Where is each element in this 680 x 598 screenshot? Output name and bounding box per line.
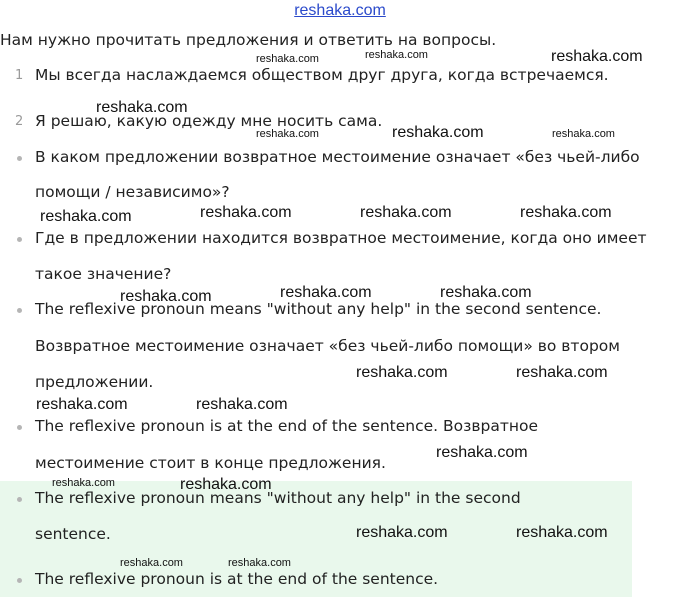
question-2-line-2: такое значение? bbox=[35, 265, 172, 283]
bullet-icon bbox=[17, 156, 22, 161]
highlighted-answer-2-line-1: The reflexive pronoun is at the end of the sentence. bbox=[35, 570, 439, 588]
highlighted-answer-1-line-1: The reflexive pronoun means "without any help" in the second bbox=[35, 489, 521, 507]
watermark: reshaka.com bbox=[200, 204, 292, 221]
bullet-icon bbox=[17, 425, 22, 430]
answer-1-line-3: предложении. bbox=[35, 373, 154, 391]
question-2-line-1: Где в предложении находится возвратное местоимение, когда оно имеет bbox=[35, 229, 647, 247]
answer-1-line-1: The reflexive pronoun means "without any help" in the second sentence. bbox=[35, 300, 602, 318]
watermark: reshaka.com bbox=[440, 284, 532, 301]
highlighted-answer-1-line-2: sentence. bbox=[35, 525, 111, 543]
watermark: reshaka.com bbox=[552, 128, 615, 140]
watermark: reshaka.com bbox=[436, 444, 528, 461]
watermark: reshaka.com bbox=[120, 288, 212, 305]
watermark: reshaka.com bbox=[180, 476, 272, 493]
question-1-line-1: В каком предложении возвратное местоимение означает «без чьей-либо bbox=[35, 148, 640, 166]
watermark: reshaka.com bbox=[360, 204, 452, 221]
watermark: reshaka.com bbox=[516, 364, 608, 381]
watermark: reshaka.com bbox=[520, 204, 612, 221]
watermark: reshaka.com bbox=[36, 396, 128, 413]
watermark: reshaka.com bbox=[120, 557, 183, 569]
watermark: reshaka.com bbox=[52, 477, 115, 489]
watermark: reshaka.com bbox=[280, 284, 372, 301]
bullet-icon bbox=[17, 497, 22, 502]
watermark: reshaka.com bbox=[516, 524, 608, 541]
sentence-number: 2 bbox=[15, 114, 24, 129]
answer-1-line-2: Возвратное местоимение означает «без чьей-либо помощи» во втором bbox=[35, 337, 620, 355]
watermark: reshaka.com bbox=[256, 53, 319, 65]
answer-2-line-2: местоимение стоит в конце предложения. bbox=[35, 454, 386, 472]
bullet-icon bbox=[17, 578, 22, 583]
bullet-icon bbox=[17, 308, 22, 313]
watermark: reshaka.com bbox=[256, 128, 319, 140]
watermark: reshaka.com bbox=[40, 208, 132, 225]
watermark: reshaka.com bbox=[196, 396, 288, 413]
watermark: reshaka.com bbox=[356, 524, 448, 541]
watermark: reshaka.com bbox=[96, 99, 188, 116]
question-1-line-2: помощи / независимо»? bbox=[35, 183, 230, 201]
sentence-2: Я решаю, какую одежду мне носить сама. bbox=[35, 112, 383, 130]
watermark: reshaka.com bbox=[228, 557, 291, 569]
watermark: reshaka.com bbox=[365, 49, 428, 61]
answer-2-line-1: The reflexive pronoun is at the end of the sentence. Возвратное bbox=[35, 417, 539, 435]
watermark: reshaka.com bbox=[356, 364, 448, 381]
sentence-1: Мы всегда наслаждаемся обществом друг друга, когда встречаемся. bbox=[35, 66, 609, 84]
bullet-icon bbox=[17, 237, 22, 242]
site-link[interactable]: reshaka.com bbox=[294, 2, 386, 19]
sentence-number: 1 bbox=[15, 68, 24, 83]
intro-text: Нам нужно прочитать предложения и ответить на вопросы. bbox=[0, 31, 497, 49]
watermark: reshaka.com bbox=[551, 48, 643, 65]
watermark: reshaka.com bbox=[392, 124, 484, 141]
